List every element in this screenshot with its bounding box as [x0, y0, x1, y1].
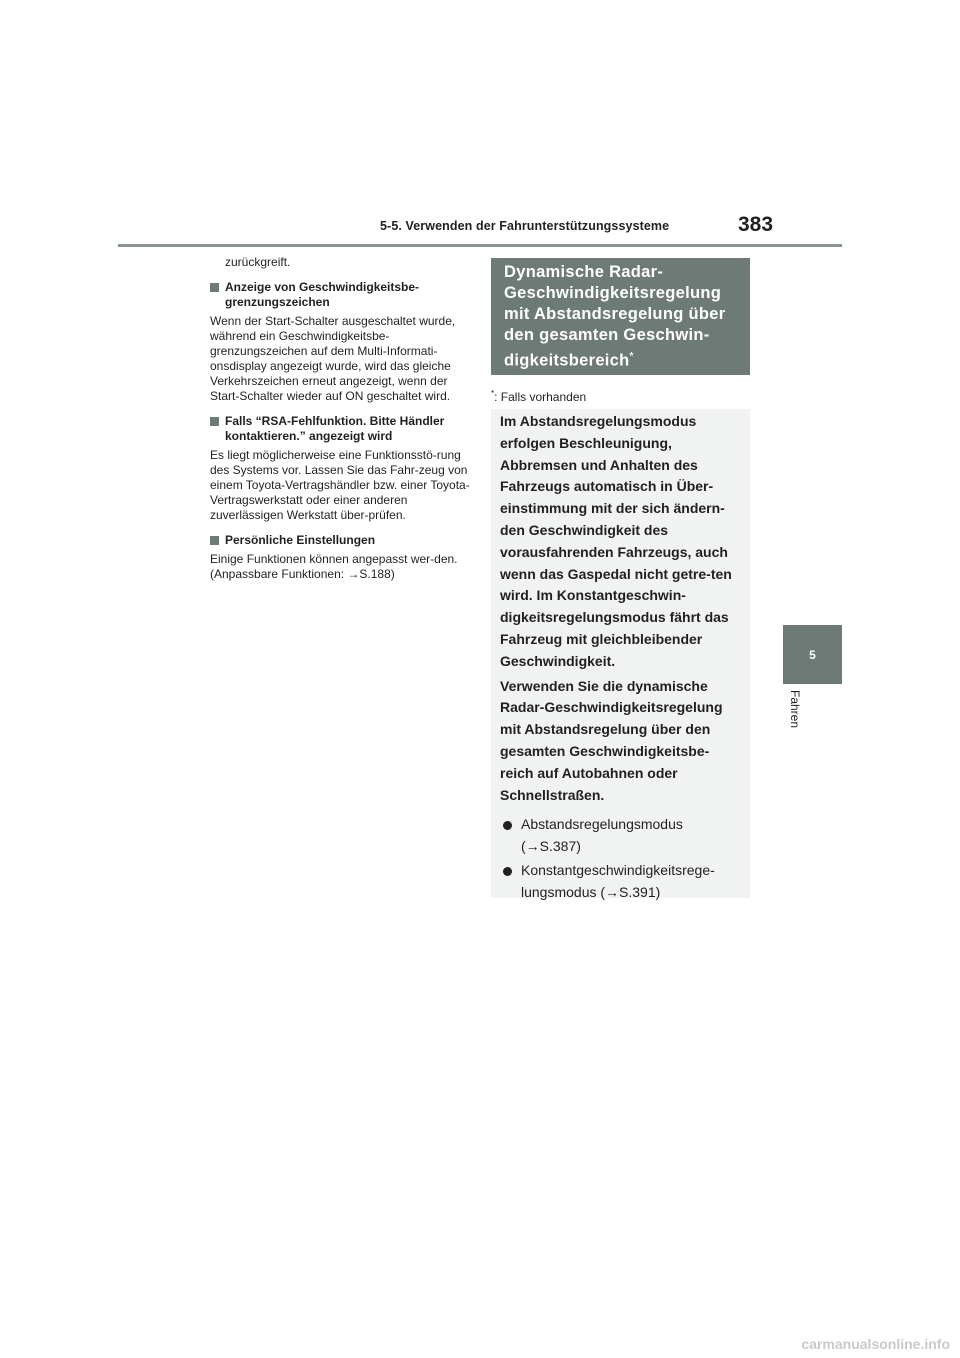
square-bullet-icon: [210, 283, 219, 292]
section-title: Dynamische Radar-Geschwindigkeitsregelung mit Abstandsregelung über den gesamten Geschwin-digkeitsbereich: [504, 263, 726, 370]
footnote: [491, 389, 586, 404]
list-item-text: Konstantgeschwindigkeitsrege-lungsmodus (→S.391): [521, 861, 715, 900]
footnote-text: : Falls vorhanden: [494, 390, 587, 404]
bullet-dot-icon: [503, 821, 512, 830]
section-body: Es liegt möglicherweise eine Funktionsstö-rung des Systems vor. Lassen Sie das Fahr-zeug von einem Toyota-Vertragshändler bzw. einer Toyota-Vertragswerkstatt oder einer anderen zuverlässigen Werkstatt über-prüfen.: [210, 448, 470, 522]
summary-paragraph: Verwenden Sie die dynamische Radar-Geschwindigkeitsregelung mit Abstandsregelung über den gesamten Geschwindigkeitsbe-reich auf Autobahnen oder Schnellstraßen.: [500, 677, 723, 803]
section-heading-text: Persönliche Einstellungen: [225, 533, 376, 547]
square-bullet-icon: [210, 417, 219, 426]
footnote-marker: *: [491, 389, 495, 398]
section-body: Wenn der Start-Schalter ausgeschaltet wurde, während ein Geschwindigkeitsbe-grenzungszeichen auf dem Multi-Informati-onsdisplay angezeigt wurde, wird das gleiche Verkehrszeichen erneut angezeigt, wenn der Start-Schalter wieder auf ON geschaltet wird.: [210, 314, 456, 403]
continuation-text: zurückgreift.: [225, 255, 291, 269]
chapter-number: 5: [809, 647, 816, 662]
chapter-label: [788, 690, 804, 750]
section-heading: [210, 414, 472, 444]
left-column: [210, 255, 472, 592]
square-bullet-icon: [210, 536, 219, 545]
list-item: [500, 860, 741, 904]
summary-paragraph: Im Abstandsregelungsmodus erfolgen Beschleunigung, Abbremsen und Anhalten des Fahrzeugs automatisch in Über-einstimmung mit der sich ändern-den Geschwindigkeit des vorausfahrenden Fahrzeugs, auch wenn das Gaspedal nicht getre-ten wird. Im Konstantgeschwin-digkeitsregelungsmodus fährt das Fahrzeug mit gleichbleibender Geschwindigkeit.: [500, 413, 732, 669]
summary-box: [491, 409, 750, 898]
section-heading: [210, 533, 472, 548]
mode-list: [500, 814, 741, 903]
chapter-tab: [783, 625, 842, 684]
bullet-dot-icon: [503, 867, 512, 876]
section-heading-text: Falls “RSA-Fehlfunktion. Bitte Händler kontaktieren.” angezeigt wird: [225, 414, 445, 443]
watermark: carmanualsonline.info: [801, 1336, 950, 1352]
section-heading-text: Anzeige von Geschwindigkeitsbe-grenzungszeichen: [225, 280, 420, 309]
section-heading: [210, 280, 472, 310]
running-head: 5-5. Verwenden der Fahrunterstützungssysteme: [380, 219, 670, 233]
list-item: [500, 814, 741, 858]
title-footnote-marker: *: [629, 351, 634, 362]
section-body: Einige Funktionen können angepasst wer-den. (Anpassbare Funktionen: →S.188): [210, 552, 458, 581]
list-item-text: Abstandsregelungsmodus (→S.387): [521, 816, 683, 855]
header-divider: [118, 244, 842, 247]
section-title-box: [491, 258, 750, 375]
page-number: 383: [738, 213, 774, 236]
chapter-name: Fahren: [788, 690, 802, 729]
